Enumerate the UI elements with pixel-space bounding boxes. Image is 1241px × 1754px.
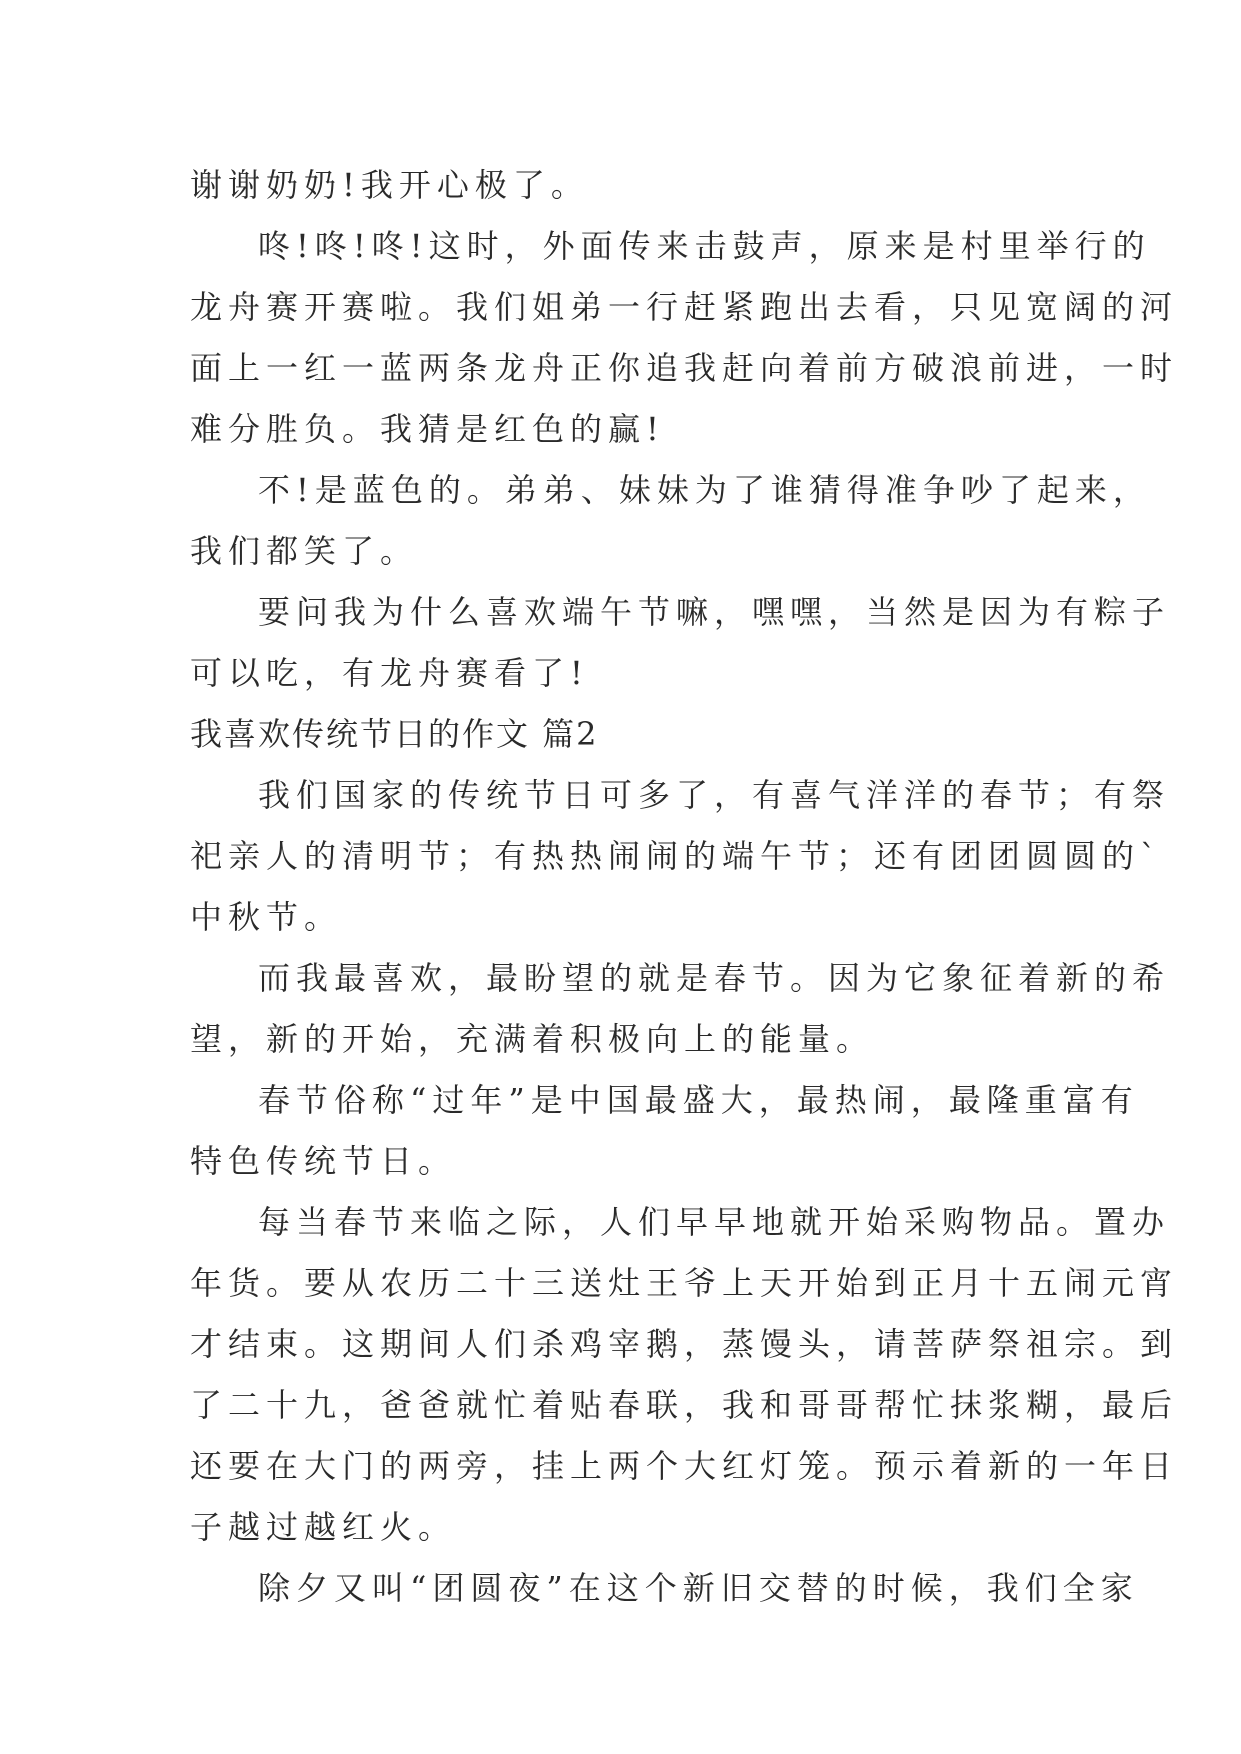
text-line: 难分胜负。我猜是红色的赢!: [190, 410, 665, 448]
paragraph-first-line: 我们国家的传统节日可多了，有喜气洋洋的春节；有祭: [258, 776, 1171, 814]
paragraph-first-line: 每当春节来临之际，人们早早地就开始采购物品。置办: [258, 1203, 1171, 1241]
text-line: 望，新的开始，充满着积极向上的能量。: [190, 1020, 875, 1058]
paragraph-first-line: 除夕又叫“团圆夜”在这个新旧交替的时候，我们全家: [258, 1569, 1139, 1607]
paragraph-first-line: 不!是蓝色的。弟弟、妹妹为了谁猜得准争吵了起来，: [258, 471, 1151, 509]
text-line: 龙舟赛开赛啦。我们姐弟一行赶紧跑出去看，只见宽阔的河: [190, 288, 1179, 326]
text-line: 了二十九，爸爸就忙着贴春联，我和哥哥帮忙抹浆糊，最后: [190, 1386, 1179, 1424]
text-line: 年货。要从农历二十三送灶王爷上天开始到正月十五闹元宵: [190, 1264, 1179, 1302]
document-body: [190, 155, 1179, 1619]
text-line: 子越过越红火。: [190, 1508, 457, 1546]
section-heading: 我喜欢传统节日的作文 篇2: [190, 715, 599, 753]
paragraph-first-line: 而我最喜欢，最盼望的就是春节。因为它象征着新的希: [258, 959, 1171, 997]
text-line: 面上一红一蓝两条龙舟正你追我赶向着前方破浪前进，一时: [190, 349, 1179, 387]
text-line: 可以吃，有龙舟赛看了!: [190, 654, 589, 692]
paragraph-first-line: 咚!咚!咚!这时，外面传来击鼓声，原来是村里举行的: [258, 227, 1151, 265]
text-line: 特色传统节日。: [190, 1142, 457, 1180]
paragraph-first-line: 春节俗称“过年”是中国最盛大，最热闹，最隆重富有: [258, 1081, 1139, 1119]
text-line: 祀亲人的清明节；有热热闹闹的端午节；还有团团圆圆的`: [190, 837, 1163, 875]
text-line: 中秋节。: [190, 898, 343, 936]
text-line: 我们都笑了。: [190, 532, 419, 570]
text-line: 才结束。这期间人们杀鸡宰鹅，蒸馒头，请菩萨祭祖宗。到: [190, 1325, 1179, 1363]
text-line: 还要在大门的两旁，挂上两个大红灯笼。预示着新的一年日: [190, 1447, 1179, 1485]
text-line: 谢谢奶奶!我开心极了。: [190, 166, 589, 204]
paragraph-first-line: 要问我为什么喜欢端午节嘛，嘿嘿，当然是因为有粽子: [258, 593, 1171, 631]
